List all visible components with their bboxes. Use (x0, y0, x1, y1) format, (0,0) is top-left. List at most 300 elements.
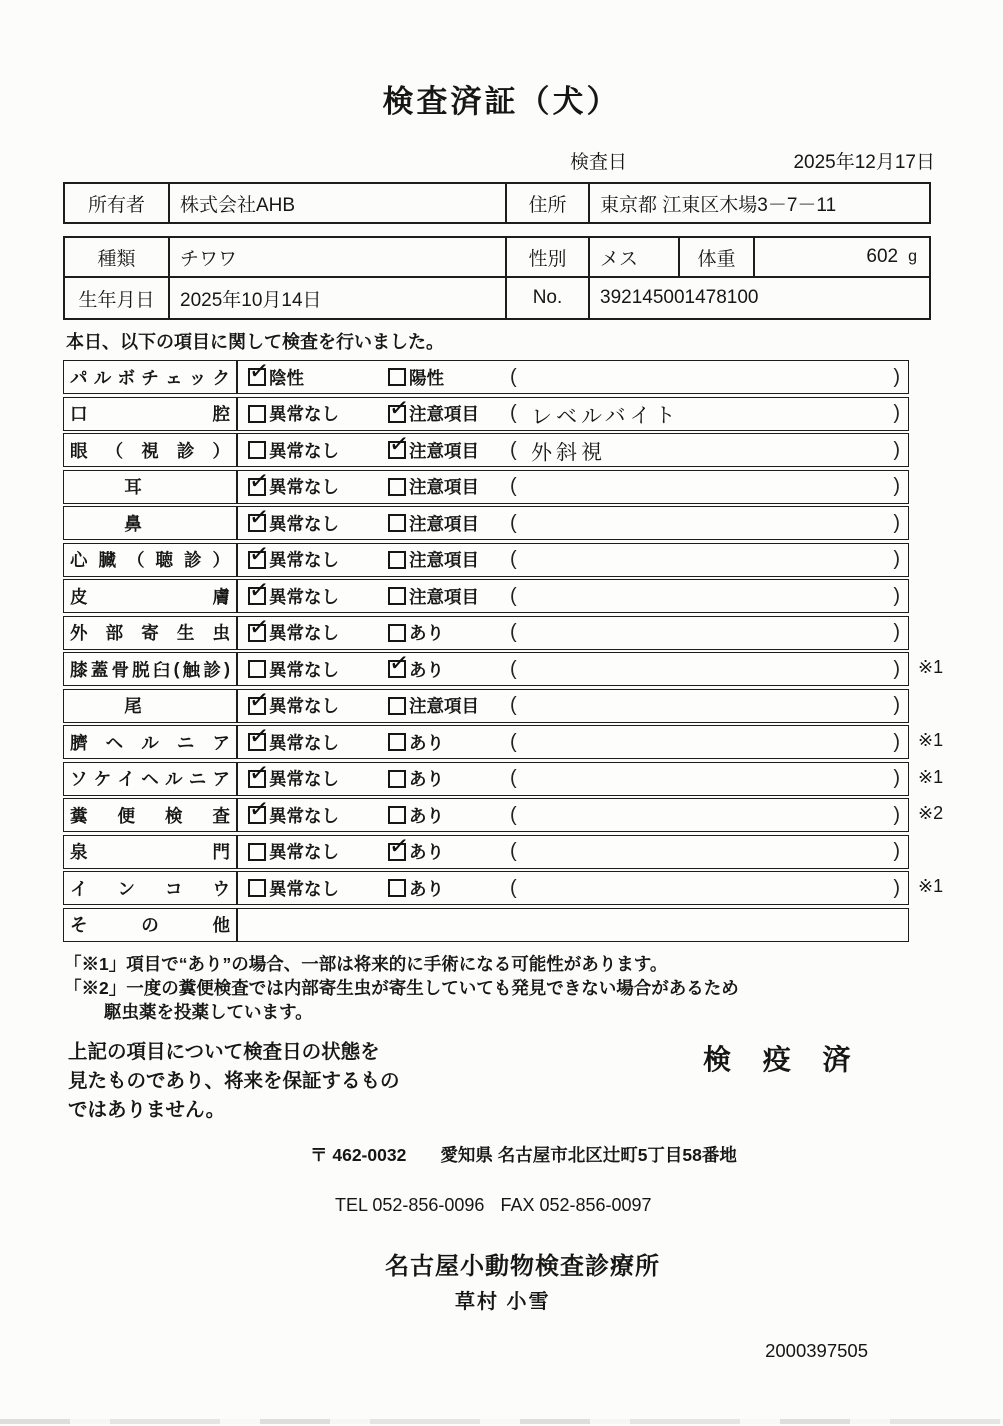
exam-option-label: あり (409, 769, 444, 789)
checkbox-unchecked-icon (388, 514, 406, 532)
exam-item-label-char: 膝 (70, 659, 88, 680)
exam-option (388, 876, 510, 901)
exam-option (248, 839, 388, 864)
checkmark-icon: ✓ (247, 794, 271, 824)
intro-text: 本日、以下の項目に関して検査を行いました。 (66, 332, 444, 352)
exam-option (387, 392, 510, 426)
checkbox-unchecked-icon (388, 551, 406, 569)
exam-item-label-char: 臼 (152, 659, 171, 680)
checkmark-icon: ✓ (387, 392, 411, 423)
exam-row (63, 794, 944, 832)
checkbox-checked-icon (247, 721, 271, 751)
exam-item-label (64, 653, 238, 685)
inspection-date-value: 2025年12月17日 (793, 152, 935, 173)
paren-close: ) (893, 657, 900, 680)
paren-open: ( (510, 840, 517, 862)
checkbox-checked-icon (247, 465, 271, 496)
disclaimer-line-1: 上記の項目について検査日の状態を (68, 1040, 380, 1063)
exam-item-label-char: 診 (184, 550, 202, 570)
exam-item-label-char: ヘ (141, 769, 159, 789)
sex-label: 性別 (505, 238, 590, 276)
paren-close: ) (893, 876, 900, 899)
exam-row (63, 648, 944, 686)
exam-row (63, 684, 909, 723)
paren-open: ( (510, 475, 517, 497)
exam-row-content (238, 611, 908, 649)
checkbox-unchecked-icon (248, 843, 266, 861)
exam-item-label-char: （ (127, 550, 145, 570)
exam-item-label-char: ア (212, 769, 230, 789)
exam-item-label (64, 580, 238, 612)
exam-row-content (238, 502, 908, 539)
exam-item-label-char: の (141, 915, 159, 935)
handwritten-note (517, 777, 894, 781)
exam-item-label (64, 690, 238, 722)
checkbox-checked-icon (247, 356, 271, 386)
exam-option-label: 異常なし (269, 586, 339, 607)
checkbox-unchecked-icon (388, 697, 406, 715)
clinic-address-line (310, 1142, 1003, 1167)
exam-item-label-char: ケ (93, 769, 112, 789)
exam-item-label-char: チ (141, 367, 159, 388)
exam-item-label (64, 617, 238, 649)
exam-row-content (238, 538, 908, 576)
exam-option (247, 721, 388, 755)
paren-close: ) (893, 365, 900, 388)
paren-open: ( (510, 621, 517, 643)
exam-item-label (64, 471, 238, 503)
exam-option-label: 注意項目 (409, 696, 479, 716)
exam-option-label: 注意項目 (409, 550, 479, 570)
exam-option (388, 474, 510, 499)
paren-open: ( (510, 694, 517, 716)
exam-option-label: 異常なし (269, 477, 339, 497)
handwritten-note (517, 850, 894, 854)
handwritten-note (517, 813, 894, 817)
exam-option (247, 684, 388, 718)
exam-row-content (238, 575, 908, 612)
checkbox-unchecked-icon (248, 879, 266, 897)
footnote-1: 「※1」項目で“あり”の場合、一部は将来的に手術になる可能性があります。 (64, 953, 668, 974)
owner-label: 所有者 (65, 184, 170, 222)
weight-label: 体重 (680, 238, 755, 276)
exam-row (63, 908, 909, 942)
footnotes (64, 952, 1003, 1024)
paren-open: ( (510, 803, 517, 826)
exam-item-label-char: イ (117, 769, 135, 789)
checkbox-unchecked-icon (388, 770, 406, 788)
checkbox-unchecked-icon (248, 660, 266, 678)
exam-option (388, 511, 510, 536)
exam-option-label: 異常なし (269, 696, 339, 716)
clinic-tel-line (335, 1195, 1003, 1216)
checkbox-checked-icon (247, 684, 271, 715)
exam-item-label-char: 部 (105, 623, 124, 643)
exam-option-label: 異常なし (269, 550, 339, 570)
paren-close: ) (893, 730, 900, 753)
exam-item-label-char: 便 (117, 805, 135, 826)
exam-item-label (64, 507, 238, 539)
exam-row-content (238, 830, 908, 868)
exam-item-label-char: 臓 (98, 550, 116, 570)
exam-item-label-char: 他 (212, 915, 230, 935)
exam-item-label-char: 検 (165, 805, 183, 826)
clinic-name: 名古屋小動物検査診療所 (385, 1252, 660, 1280)
exam-item-label-char: 臍 (70, 732, 88, 753)
exam-option (247, 757, 388, 791)
exam-item-label-char: 門 (212, 842, 230, 862)
exam-option-label: あり (409, 842, 444, 862)
disclaimer-line-3: ではありません。 (68, 1099, 226, 1122)
exam-option-label: 異常なし (269, 404, 339, 424)
exam-option (248, 876, 388, 901)
exam-item-label-char: ウ (212, 878, 230, 899)
checkbox-unchecked-icon (248, 405, 266, 423)
disclaimer-line-2: 見たものであり、将来を保証するもの (68, 1070, 400, 1093)
checkbox-checked-icon (387, 392, 411, 423)
checkmark-icon: ✓ (387, 429, 411, 459)
exam-option (247, 356, 388, 390)
exam-row-content (238, 392, 908, 430)
exam-option (388, 547, 510, 572)
scan-artifact-line (0, 1419, 1003, 1424)
exam-item-label (64, 799, 238, 831)
checkbox-checked-icon (247, 794, 271, 824)
exam-item-label-char: 診 (203, 659, 221, 680)
paren-open: ( (510, 584, 517, 607)
exam-item-label-char: ） (212, 440, 230, 461)
exam-row (63, 356, 909, 394)
exam-item-label-char: ソ (70, 769, 88, 789)
exam-option-label: 陽性 (409, 367, 444, 388)
exam-item-label-char: 査 (212, 805, 230, 826)
paren-close: ) (893, 840, 900, 862)
exam-option-label: 注意項目 (409, 404, 479, 424)
exam-row (63, 538, 909, 577)
no-value: 392145001478100 (600, 287, 759, 308)
vet-name: 草村 小雪 (455, 1290, 551, 1313)
paren-open: ( (510, 548, 517, 570)
checkbox-checked-icon (387, 429, 411, 459)
exam-option-label: 異常なし (269, 513, 339, 534)
checkmark-icon: ✓ (247, 575, 271, 605)
exam-item-label-char: ） (212, 550, 230, 570)
paren-close: ) (893, 584, 900, 607)
checkmark-icon: ✓ (247, 721, 271, 751)
exam-item-label-char: 骨 (111, 659, 129, 680)
exam-option-label: 異常なし (269, 623, 339, 643)
exam-option (387, 648, 510, 682)
paren-close: ) (893, 511, 900, 534)
reference-mark: ※1 (918, 657, 944, 677)
exam-item-label (64, 763, 238, 795)
checkbox-checked-icon (387, 830, 411, 861)
paren-open: ( (510, 365, 517, 388)
exam-item-label-char: 蓋 (90, 659, 109, 680)
exam-option (247, 611, 388, 645)
paren-close: ) (893, 694, 900, 716)
exam-item-label-char: コ (165, 878, 183, 899)
exam-option (388, 365, 510, 390)
handwritten-note (517, 485, 894, 489)
paren-close: ) (893, 475, 900, 497)
exam-row (63, 721, 944, 759)
exam-row-content (238, 721, 908, 758)
serial-number: 2000397505 (765, 1339, 868, 1361)
exam-option (387, 429, 510, 463)
pet-info-table (63, 236, 931, 320)
paren-open: ( (510, 402, 517, 424)
exam-item-label (64, 909, 238, 941)
exam-option (388, 693, 510, 718)
handwritten-note (517, 886, 894, 890)
checkmark-icon: ✓ (247, 684, 271, 715)
handwritten-note: レベルバイト (530, 402, 680, 429)
handwritten-note (517, 631, 894, 635)
exam-item-label-char: 鼻 (124, 513, 142, 534)
exam-item-label-char: ッ (188, 367, 207, 388)
exam-option (248, 438, 388, 463)
birth-label: 生年月日 (65, 278, 170, 318)
checkbox-unchecked-icon (388, 733, 406, 751)
birth-value: 2025年10月14日 (180, 289, 322, 311)
exam-option-label: 注意項目 (409, 586, 479, 607)
paren-open: ( (510, 730, 517, 753)
exam-row (63, 611, 909, 650)
exam-row (63, 871, 944, 905)
weight-number: 602 (866, 246, 899, 267)
paren-close: ) (893, 402, 900, 424)
paren-open: ( (510, 657, 517, 680)
exam-item-label (64, 836, 238, 868)
checkmark-icon: ✓ (387, 648, 411, 678)
exam-item-label-char: 視 (141, 440, 159, 461)
handwritten-note (517, 558, 894, 562)
exam-option-label: 注意項目 (409, 440, 479, 461)
checkbox-checked-icon (247, 502, 271, 532)
exam-item-label-char: 糞 (70, 805, 88, 826)
exam-item-label-char: パ (70, 367, 88, 388)
exam-item-label-char: ン (117, 878, 135, 899)
paren-close: ) (893, 548, 900, 570)
exam-row-content (238, 648, 908, 685)
exam-item-label-char: ア (212, 732, 230, 753)
exam-item-label-char: 虫 (212, 623, 230, 643)
exam-option (247, 794, 388, 828)
checkmark-icon: ✓ (247, 611, 271, 642)
clinic-address: 愛知県 名古屋市北区辻町5丁目58番地 (440, 1144, 737, 1165)
exam-item-label-char: ル (141, 732, 159, 753)
exam-item-label (64, 726, 238, 758)
exam-row-content (238, 429, 908, 466)
exam-option (247, 502, 388, 536)
handwritten-note: 外斜視 (530, 440, 606, 465)
exam-option-label: 異常なし (269, 440, 339, 461)
exam-item-label-char: 泉 (70, 842, 88, 862)
clinic-fax: FAX 052-856-0097 (500, 1194, 652, 1215)
exam-item-label-char: そ (70, 915, 88, 935)
inspection-date-row (570, 147, 935, 174)
exam-option (248, 657, 388, 682)
exam-item-label-char: ヘ (105, 732, 124, 753)
paren-close: ) (893, 803, 900, 826)
exam-option-label: あり (409, 805, 444, 826)
exam-option-label: あり (409, 623, 444, 643)
checkbox-checked-icon (247, 611, 271, 642)
exam-item-label-char: 寄 (141, 623, 159, 643)
exam-table (63, 356, 944, 942)
exam-item-label-char: （ (105, 440, 124, 461)
exam-item-label-char: イ (70, 878, 88, 899)
checkbox-checked-icon (247, 538, 271, 569)
exam-row (63, 757, 944, 796)
exam-option-label: 注意項目 (409, 513, 479, 534)
paren-close: ) (893, 621, 900, 643)
no-label: No. (505, 278, 590, 318)
clinic-tel: TEL 052-856-0096 (335, 1194, 485, 1215)
handwritten-note (517, 594, 894, 598)
checkmark-icon: ✓ (247, 757, 271, 788)
exam-item-label-char: 皮 (70, 586, 88, 607)
checkmark-icon: ✓ (247, 538, 271, 569)
footnote-2-cont: 駆虫薬を投薬しています。 (104, 1001, 313, 1022)
exam-row-content (238, 794, 908, 831)
exam-item-label-char: 診 (176, 440, 195, 461)
clinic-postal: 〒 462-0032 (310, 1144, 407, 1165)
exam-option (388, 803, 510, 828)
exam-option (387, 830, 510, 864)
reference-mark: ※1 (918, 766, 944, 787)
exam-row-content (238, 684, 908, 722)
exam-item-label-char: ェ (165, 367, 183, 388)
exam-option-label: 異常なし (269, 842, 339, 862)
exam-option-label: あり (409, 732, 444, 753)
owner-value: 株式会社AHB (180, 194, 296, 216)
checkmark-icon: ✓ (387, 830, 411, 861)
address-label: 住所 (505, 184, 590, 222)
footnote-2: 「※2」一度の糞便検査では内部寄生虫が寄生していても発見できない場合があるため (64, 977, 739, 998)
exam-row (63, 575, 909, 613)
checkbox-unchecked-icon (248, 441, 266, 459)
exam-item-label-char: ニ (188, 769, 207, 789)
exam-item-label-char: 腔 (212, 404, 230, 424)
exam-item-label-char: 生 (176, 623, 195, 643)
exam-item-label-char: ボ (117, 367, 135, 388)
inspection-date-label: 検査日 (570, 152, 628, 173)
paren-open: ( (510, 438, 517, 461)
exam-row-content (238, 757, 908, 795)
handwritten-note (517, 704, 894, 708)
exam-item-label-char: 耳 (124, 477, 142, 497)
checkbox-unchecked-icon (388, 478, 406, 496)
exam-item-label-char: 心 (70, 550, 88, 570)
exam-row-content (238, 356, 908, 393)
exam-option (247, 465, 388, 499)
exam-item-label-char: ニ (176, 732, 195, 753)
exam-item-label-char: 尾 (124, 696, 142, 716)
exam-row-content (238, 465, 908, 503)
exam-option-label: 異常なし (269, 878, 339, 899)
exam-item-label-char: 口 (70, 404, 88, 424)
exam-item-label (64, 361, 238, 393)
exam-row (63, 429, 909, 467)
checkbox-unchecked-icon (388, 624, 406, 642)
address-value: 東京都 江東区木場3－7－11 (600, 194, 837, 216)
exam-item-label (64, 398, 238, 430)
exam-option-label: あり (409, 659, 444, 680)
exam-item-label-char: ) (224, 658, 230, 679)
exam-item-label-char: ル (93, 367, 112, 388)
exam-option-label: 注意項目 (409, 477, 479, 497)
exam-row (63, 830, 909, 869)
paren-close: ) (893, 438, 900, 461)
exam-row-content (238, 872, 908, 904)
exam-row (63, 465, 909, 504)
checkmark-icon: ✓ (247, 502, 271, 532)
checkbox-checked-icon (387, 648, 411, 678)
paren-open: ( (510, 876, 517, 899)
reference-mark: ※1 (918, 876, 944, 896)
paren-close: ) (893, 767, 900, 789)
exam-item-label-char: ル (165, 769, 183, 789)
exam-item-label (64, 434, 238, 466)
paren-open: ( (510, 767, 517, 789)
exam-item-label-char: ( (173, 658, 180, 679)
exam-option-label: あり (409, 878, 444, 899)
exam-option (388, 730, 510, 755)
checkmark-icon: ✓ (247, 465, 271, 496)
exam-option-label: 陰性 (269, 367, 304, 388)
exam-row (63, 392, 909, 431)
handwritten-note (517, 521, 894, 525)
exam-option-label: 異常なし (269, 769, 339, 789)
exam-row-content (238, 909, 908, 941)
sex-value: メス (590, 238, 680, 276)
paren-open: ( (510, 511, 517, 534)
checkbox-unchecked-icon (388, 806, 406, 824)
exam-option-label: 異常なし (269, 659, 339, 680)
reference-mark: ※1 (918, 730, 944, 750)
breed-value: チワワ (180, 248, 238, 270)
owner-table (63, 182, 931, 224)
exam-option (248, 401, 388, 426)
exam-option-label: 異常なし (269, 805, 339, 826)
handwritten-note (517, 740, 894, 744)
breed-label: 種類 (65, 238, 170, 276)
exam-item-label-char: 眼 (70, 440, 88, 461)
reference-mark: ※2 (918, 803, 944, 823)
checkmark-icon: ✓ (247, 356, 271, 386)
exam-option (388, 620, 510, 645)
exam-item-label-char: 膚 (212, 586, 230, 607)
quarantine-stamp: 検 疫 済 (703, 1044, 863, 1075)
exam-option (388, 766, 510, 791)
exam-row (63, 502, 909, 540)
checkbox-checked-icon (247, 575, 271, 605)
exam-option (388, 584, 510, 609)
handwritten-note (517, 667, 894, 671)
checkbox-unchecked-icon (388, 587, 406, 605)
exam-item-label-char: ク (212, 367, 230, 388)
weight-value (755, 238, 929, 276)
checkbox-unchecked-icon (388, 368, 406, 386)
checkbox-unchecked-icon (388, 879, 406, 897)
exam-item-label (64, 872, 238, 904)
checkbox-checked-icon (247, 757, 271, 788)
exam-option (247, 575, 388, 609)
weight-unit: g (908, 248, 917, 265)
exam-item-label-char: 外 (70, 623, 88, 643)
